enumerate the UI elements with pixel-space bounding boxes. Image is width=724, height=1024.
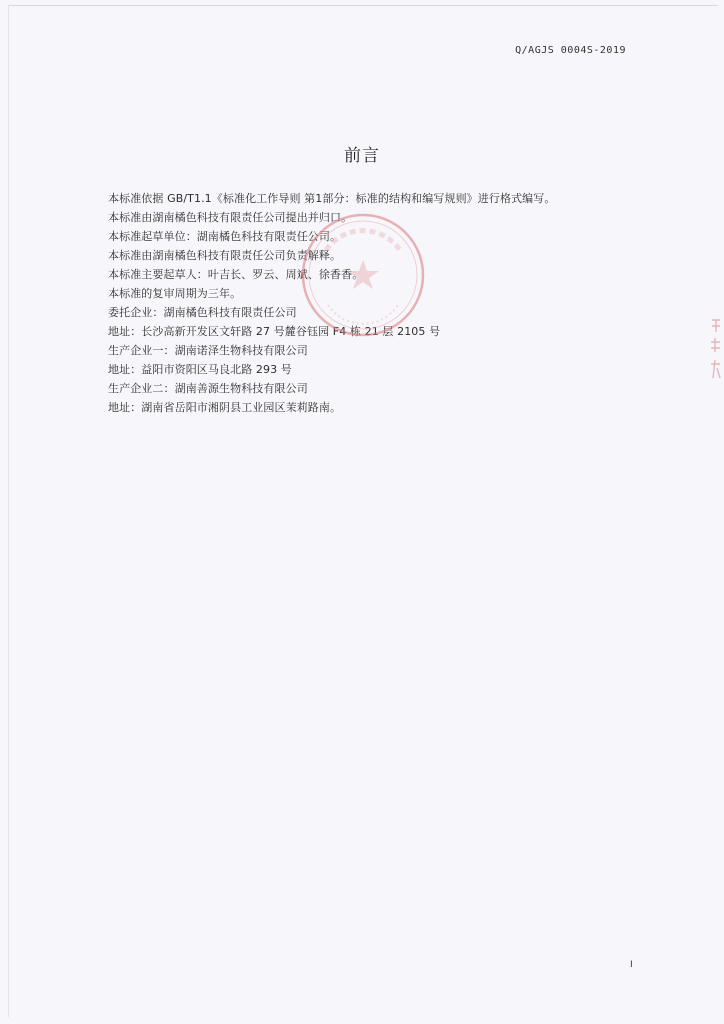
page-number: I <box>630 960 633 970</box>
company-seal-stamp <box>298 210 428 340</box>
foreword-line: 生产企业二：湖南善源生物科技有限公司 <box>108 382 308 395</box>
foreword-line: 地址：湖南省岳阳市湘阴县工业园区茉莉路南。 <box>108 401 342 414</box>
foreword-line: 生产企业一：湖南诺泽生物科技有限公司 <box>108 344 308 357</box>
foreword-line: 本标准由湖南橘色科技有限责任公司负责解释。 <box>108 249 342 262</box>
page-title: 前言 <box>344 146 380 166</box>
foreword-line: 本标准的复审周期为三年。 <box>108 287 242 300</box>
foreword-line: 本标准依据 GB/T1.1《标准化工作导则 第1部分：标准的结构和编写规则》进行格式编写。 <box>108 192 556 205</box>
page-top-edge <box>8 5 718 6</box>
foreword-line: 委托企业：湖南橘色科技有限责任公司 <box>108 306 297 319</box>
document-code: Q/AGJS 0004S-2019 <box>515 45 626 56</box>
adjacent-page-seal-fragment <box>708 318 722 382</box>
foreword-line: 本标准主要起草人：叶吉长、罗云、周斌、徐香香。 <box>108 268 364 281</box>
foreword-line: 本标准由湖南橘色科技有限责任公司提出并归口。 <box>108 211 353 224</box>
foreword-line: 地址：益阳市资阳区马良北路 293 号 <box>108 363 292 376</box>
foreword-line: 本标准起草单位：湖南橘色科技有限责任公司。 <box>108 230 342 243</box>
foreword-line: 地址：长沙高新开发区文轩路 27 号麓谷钰园 F4 栋 21 层 2105 号 <box>108 325 441 338</box>
